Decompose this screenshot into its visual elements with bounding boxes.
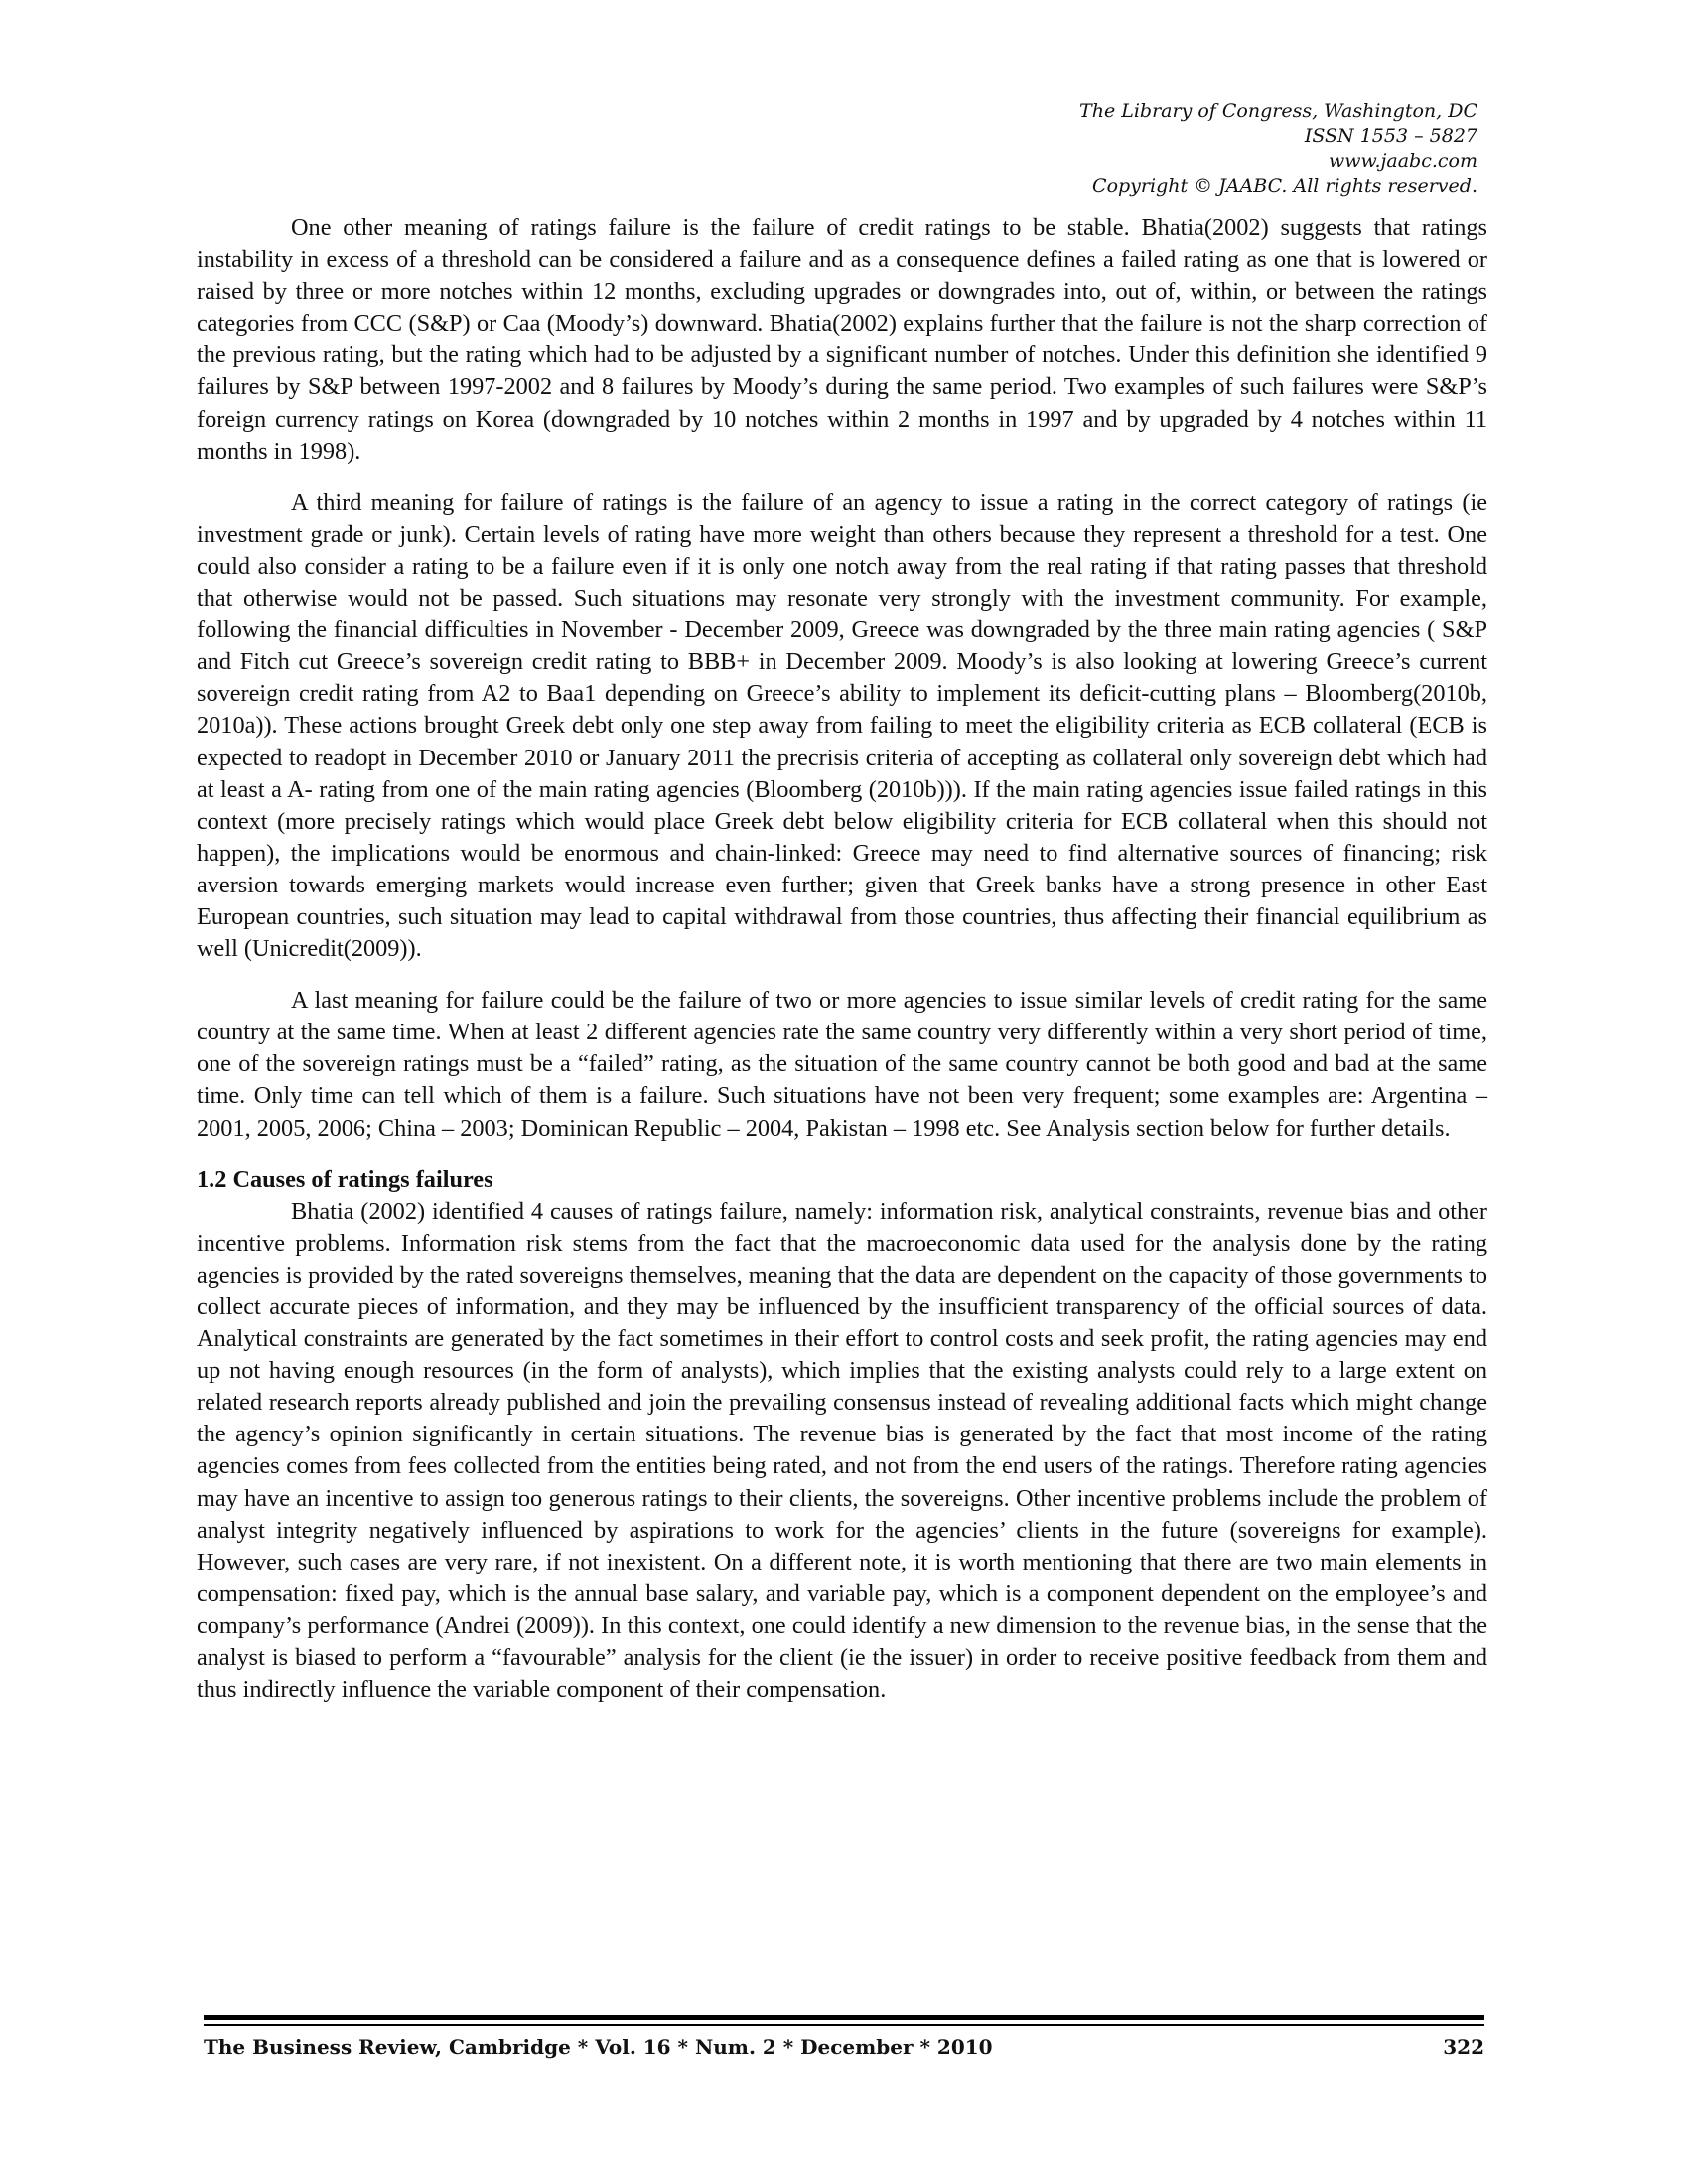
body-text — [197, 212, 1487, 1706]
paragraph-category: A third meaning for failure of ratings is the failure of an agency to issue a rating in the correct category of ratings (ie investment grade or junk). Certain levels of rating have more weight than others because they represent a threshold for a test. One could also consider a rating to be a failure even if it is only one notch away from the real rating if that rating passes that threshold that otherwise would not be passed. Such situations may resonate very strongly with the investment community. For example, following the financial difficulties in November - December 2009, Greece was downgraded by the three main rating agencies ( S&P and Fitch cut Greece’s sovereign credit rating to BBB+ in December 2009. Moody’s is also looking at lowering Greece’s current sovereign credit rating from A2 to Baa1 depending on Greece’s ability to implement its deficit-cutting plans – Bloomberg(2010b, 2010a)). These actions brought Greek debt only one step away from failing to meet the eligibility criteria as ECB collateral (ECB is expected to readopt in December 2010 or January 2011 the precrisis criteria of accepting as collateral only sovereign debt which had at least a A- rating from one of the main rating agencies (Bloomberg (2010b))). If the main rating agencies issue failed ratings in this context (more precisely ratings which would place Greek debt below eligibility criteria for ECB collateral when this should not happen), the implications would be enormous and chain-linked: Greece may need to find alternative sources of financing; risk aversion towards emerging markets would increase even further; given that Greek banks have a strong presence in other East European countries, such situation may lead to capital withdrawal from those countries, thus affecting their financial equilibrium as well (Unicredit(2009)). — [197, 488, 1487, 963]
header-issn: ISSN 1553 – 5827 — [1304, 125, 1477, 147]
header-library: The Library of Congress, Washington, DC — [1079, 100, 1477, 122]
section-heading: 1.2 Causes of ratings failures — [197, 1165, 493, 1193]
paragraph-agency-disagreement: A last meaning for failure could be the failure of two or more agencies to issue similar levels of credit rating for the same country at the same time. When at least 2 different agencies rate the same country very differently within a very short period of time, one of the sovereign ratings must be a “failed” rating, as the situation of the same country cannot be both good and bad at the same time. Only time can tell which of them is a failure. Such situations have not been very frequent; some examples are: Argentina – 2001, 2005, 2006; China – 2003; Dominican Republic – 2004, Pakistan – 1998 etc. See Analysis section below for further details. — [197, 987, 1487, 1142]
page-number: 322 — [1443, 2035, 1484, 2059]
paragraph-causes: Bhatia (2002) identified 4 causes of ratings failure, namely: information risk, analytical constraints, revenue bias and other incentive problems. Information risk stems from the fact that the macroeconomic data used for the analysis done by the rating agencies is provided by the rated sovereigns themselves, meaning that the data are dependent on the capacity of those governments to collect accurate pieces of information, and they may be influenced by the insufficient transparency of the official sources of data. Analytical constraints are generated by the fact sometimes in their effort to control costs and seek profit, the rating agencies may end up not having enough resources (in the form of analysts), which implies that the existing analysts could rely to a large extent on related research reports already published and join the prevailing consensus instead of revealing additional facts which might change the agency’s opinion significantly in certain situations. The revenue bias is generated by the fact that most income of the rating agencies comes from fees collected from the entities being rated, and not from the end users of the ratings. Therefore rating agencies may have an incentive to assign too generous ratings to their clients, the sovereigns. Other incentive problems include the problem of analyst integrity negatively influenced by aspirations to work for the agencies’ clients in the future (sovereigns for example). However, such cases are very rare, if not inexistent. On a different note, it is worth mentioning that there are two main elements in compensation: fixed pay, which is the annual base salary, and variable pay, which is a component dependent on the employee’s and company’s performance (Andrei (2009)). In this context, one could identify a new dimension to the revenue bias, in the sense that the analyst is biased to perform a “favourable” analysis for the client (ie the issuer) in order to receive positive feedback from them and thus indirectly influence the variable component of their compensation. — [197, 1197, 1487, 1704]
footer-journal-title: The Business Review, Cambridge * Vol. 16 * Num. 2 * December * 2010 — [204, 2035, 993, 2059]
running-header — [782, 99, 1477, 199]
header-copyright: Copyright © JAABC. All rights reserved. — [1092, 175, 1477, 197]
paragraph-stability: One other meaning of ratings failure is the failure of credit ratings to be stable. Bhatia(2002) suggests that ratings instability in excess of a threshold can be considered a failure and as a consequence defines a failed rating as one that is lowered or raised by three or more notches within 12 months, excluding upgrades or downgrades into, out of, within, or between the ratings categories from CCC (S&P) or Caa (Moody’s) downward. Bhatia(2002) explains further that the failure is not the sharp correction of the previous rating, but the rating which had to be adjusted by a significant number of notches. Under this definition she identified 9 failures by S&P between 1997-2002 and 8 failures by Moody’s during the same period. Two examples of such failures were S&P’s foreign currency ratings on Korea (downgraded by 10 notches within 2 months in 1997 and by upgraded by 4 notches within 11 months in 1998). — [197, 214, 1487, 465]
header-website: www.jaabc.com — [1328, 150, 1477, 172]
footer-rule-thin — [204, 2024, 1484, 2026]
footer-rule-thick — [204, 2015, 1484, 2020]
